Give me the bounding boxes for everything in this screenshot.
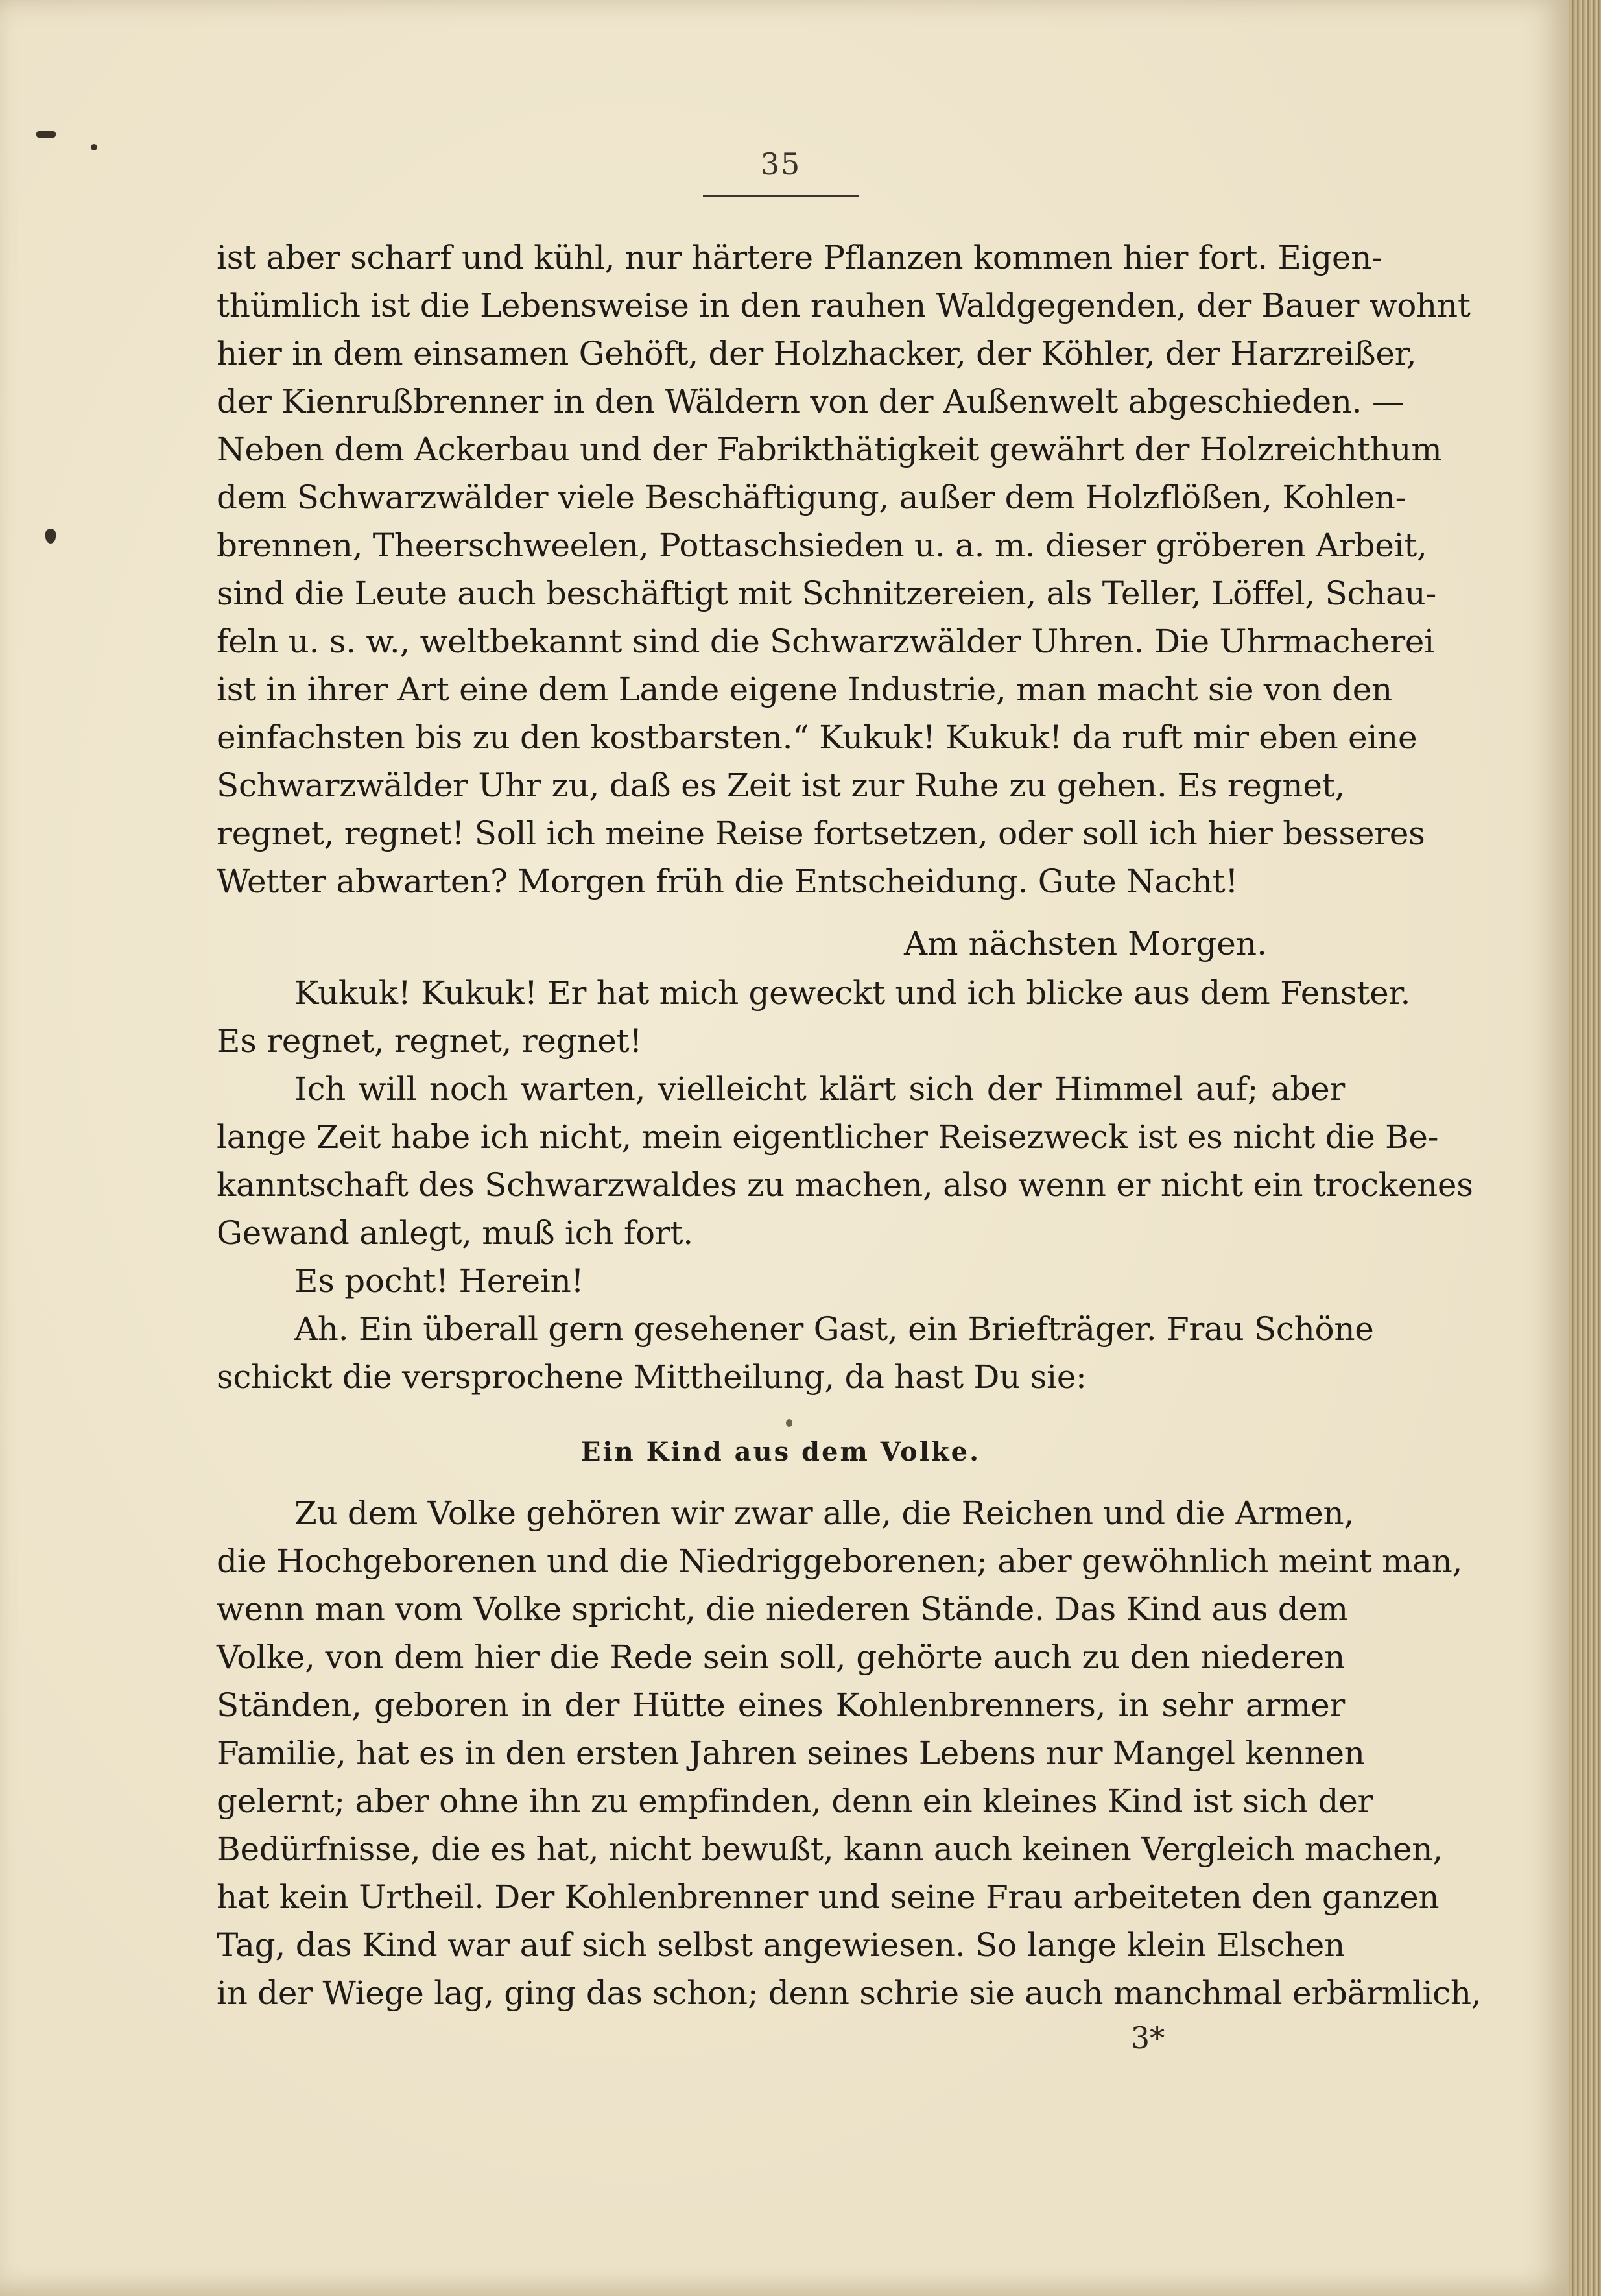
text-line: Ich will noch warten, vielleicht klärt sich der Himmel auf; aber [294,1070,1345,1108]
text-line: hat kein Urtheil. Der Kohlenbrenner und seine Frau arbeiteten den ganzen [217,1878,1440,1916]
page-number-rule [703,195,859,197]
paragraph-continued [217,233,1471,905]
text-line: hier in dem einsamen Gehöft, der Holzhacker, der Köhler, der Harzreißer, [217,335,1417,372]
text-line: Tag, das Kind war auf sich selbst angewiesen. So lange klein Elschen [217,1926,1345,1964]
text-line: Ständen, geboren in der Hütte eines Kohlenbrenners, in sehr armer [217,1686,1345,1724]
book-page-edges [1569,0,1601,2296]
text-line: Volke, von dem hier die Rede sein soll, gehörte auch zu den niederen [217,1638,1345,1676]
margin-ink-mark [36,131,56,138]
text-line: kanntschaft des Schwarzwaldes zu machen, also wenn er nicht ein trockenes [217,1166,1473,1204]
text-line: Ah. Ein überall gern gesehener Gast, ein Briefträger. Frau Schöne [294,1310,1374,1348]
text-line: Bedürfnisse, die es hat, nicht bewußt, kann auch keinen Vergleich machen, [217,1830,1443,1868]
text-line: schickt die versprochene Mittheilung, da hast Du sie: [217,1358,1087,1396]
text-line: Neben dem Ackerbau und der Fabrikthätigkeit gewährt der Holzreichthum [217,431,1442,468]
text-line: Es pocht! Herein! [294,1262,584,1300]
text-line: regnet, regnet! Soll ich meine Reise fortsetzen, oder soll ich hier besseres [217,815,1425,852]
text-line: Wetter abwarten? Morgen früh die Entscheidung. Gute Nacht! [217,863,1239,900]
ink-speck [786,1419,792,1427]
diary-date-line: Am nächsten Morgen. [904,925,1267,963]
text-line: Familie, hat es in den ersten Jahren seines Lebens nur Mangel kennen [217,1734,1365,1772]
signature-mark: 3* [1130,2020,1165,2055]
text-line: in der Wiege lag, ging das schon; denn schrie sie auch manchmal erbärmlich, [217,1974,1482,2012]
page-number: 35 [760,147,801,182]
margin-ink-drop [45,529,56,544]
text-line: ist aber scharf und kühl, nur härtere Pflanzen kommen hier fort. Eigen- [217,239,1382,276]
section-heading: Ein Kind aus dem Volke. [580,1437,981,1467]
margin-ink-dot [91,144,97,150]
text-line: feln u. s. w., weltbekannt sind die Schwarzwälder Uhren. Die Uhrmacherei [217,623,1434,660]
story-paragraph [217,1489,1482,2017]
text-line: einfachsten bis zu den kostbarsten.“ Kukuk! Kukuk! da ruft mir eben eine [217,719,1417,756]
text-line: sind die Leute auch beschäftigt mit Schnitzereien, als Teller, Löffel, Schau- [217,575,1437,612]
text-line: Schwarzwälder Uhr zu, daß es Zeit ist zur Ruhe zu gehen. Es regnet, [217,767,1345,804]
text-line: Zu dem Volke gehören wir zwar alle, die Reichen und die Armen, [294,1494,1355,1532]
text-line: Kukuk! Kukuk! Er hat mich geweckt und ich blicke aus dem Fenster. [294,974,1411,1012]
text-line: brennen, Theerschweelen, Pottaschsieden u. a. m. dieser gröberen Arbeit, [217,527,1427,564]
text-line: gelernt; aber ohne ihn zu empfinden, denn ein kleines Kind ist sich der [217,1782,1373,1820]
text-line: thümlich ist die Lebensweise in den rauhen Waldgegenden, der Bauer wohnt [217,287,1471,324]
text-line: wenn man vom Volke spricht, die niederen Stände. Das Kind aus dem [217,1590,1348,1628]
text-line: Gewand anlegt, muß ich fort. [217,1214,693,1252]
text-line: der Kienrußbrenner in den Wäldern von der Außenwelt abgeschieden. — [217,383,1405,420]
text-line: die Hochgeborenen und die Niedriggeborenen; aber gewöhnlich meint man, [217,1542,1463,1580]
text-line: lange Zeit habe ich nicht, mein eigentlicher Reisezweck ist es nicht die Be- [217,1118,1439,1156]
text-line: Es regnet, regnet, regnet! [217,1022,643,1060]
diary-paragraphs [217,969,1473,1401]
text-line: ist in ihrer Art eine dem Lande eigene Industrie, man macht sie von den [217,671,1392,708]
text-line: dem Schwarzwälder viele Beschäftigung, außer dem Holzflößen, Kohlen- [217,479,1406,516]
